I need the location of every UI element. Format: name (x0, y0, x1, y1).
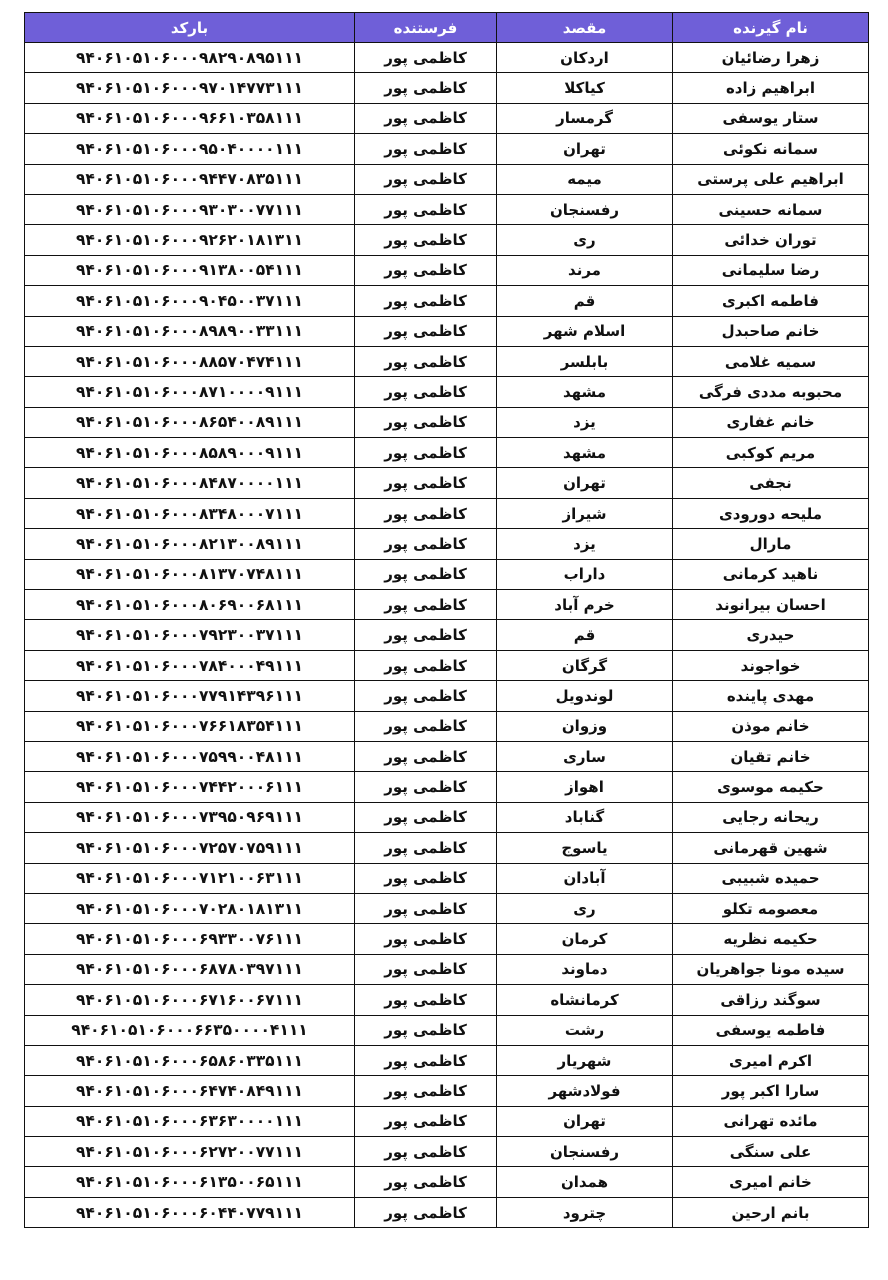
sender-cell: کاظمی پور (355, 590, 497, 620)
sender-cell: کاظمی پور (355, 1015, 497, 1045)
table-row (25, 286, 869, 316)
destination-cell: گرمسار (497, 103, 673, 133)
barcode-cell: ۹۴۰۶۱۰۵۱۰۶۰۰۰۹۲۶۲۰۱۸۱۳۱۱ (25, 225, 355, 255)
destination-cell: میمه (497, 164, 673, 194)
barcode-cell: ۹۴۰۶۱۰۵۱۰۶۰۰۰۶۵۸۶۰۳۳۵۱۱۱ (25, 1045, 355, 1075)
sender-cell: کاظمی پور (355, 1045, 497, 1075)
recipient-cell: شهین قهرمانی (673, 833, 869, 863)
sender-cell: کاظمی پور (355, 438, 497, 468)
sender-cell: کاظمی پور (355, 1197, 497, 1227)
barcode-cell: ۹۴۰۶۱۰۵۱۰۶۰۰۰۷۸۴۰۰۰۴۹۱۱۱ (25, 650, 355, 680)
recipient-cell: خانم موذن (673, 711, 869, 741)
destination-cell: تهران (497, 134, 673, 164)
sender-cell: کاظمی پور (355, 468, 497, 498)
barcode-cell: ۹۴۰۶۱۰۵۱۰۶۰۰۰۶۰۴۴۰۷۷۹۱۱۱ (25, 1197, 355, 1227)
barcode-cell: ۹۴۰۶۱۰۵۱۰۶۰۰۰۸۱۳۷۰۷۴۸۱۱۱ (25, 559, 355, 589)
barcode-cell: ۹۴۰۶۱۰۵۱۰۶۰۰۰۹۷۰۱۴۷۷۳۱۱۱ (25, 73, 355, 103)
destination-cell: ساری (497, 741, 673, 771)
recipient-cell: ملیحه دورودی (673, 498, 869, 528)
sender-cell: کاظمی پور (355, 711, 497, 741)
sender-cell: کاظمی پور (355, 377, 497, 407)
barcode-cell: ۹۴۰۶۱۰۵۱۰۶۰۰۰۶۱۳۵۰۰۶۵۱۱۱ (25, 1167, 355, 1197)
recipient-cell: بانم ارحین (673, 1197, 869, 1227)
barcode-cell: ۹۴۰۶۱۰۵۱۰۶۰۰۰۷۱۲۱۰۰۶۳۱۱۱ (25, 863, 355, 893)
destination-cell: ری (497, 225, 673, 255)
header-barcode: بارکد (25, 13, 355, 43)
table-row (25, 590, 869, 620)
recipient-cell: حکیمه نظریه (673, 924, 869, 954)
destination-cell: رفسنجان (497, 1137, 673, 1167)
destination-cell: آبادان (497, 863, 673, 893)
table-row (25, 498, 869, 528)
sender-cell: کاظمی پور (355, 316, 497, 346)
table-row (25, 407, 869, 437)
destination-cell: رفسنجان (497, 194, 673, 224)
barcode-cell: ۹۴۰۶۱۰۵۱۰۶۰۰۰۸۷۱۰۰۰۰۹۱۱۱ (25, 377, 355, 407)
barcode-cell: ۹۴۰۶۱۰۵۱۰۶۰۰۰۸۵۸۹۰۰۰۹۱۱۱ (25, 438, 355, 468)
table-row (25, 316, 869, 346)
barcode-cell: ۹۴۰۶۱۰۵۱۰۶۰۰۰۷۴۴۲۰۰۰۶۱۱۱ (25, 772, 355, 802)
recipient-cell: توران خدائی (673, 225, 869, 255)
sender-cell: کاظمی پور (355, 1076, 497, 1106)
barcode-cell: ۹۴۰۶۱۰۵۱۰۶۰۰۰۷۲۵۷۰۷۵۹۱۱۱ (25, 833, 355, 863)
table-row (25, 681, 869, 711)
sender-cell: کاظمی پور (355, 286, 497, 316)
destination-cell: قم (497, 286, 673, 316)
recipient-cell: احسان بیرانوند (673, 590, 869, 620)
table-row (25, 529, 869, 559)
destination-cell: گناباد (497, 802, 673, 832)
table-row (25, 225, 869, 255)
barcode-cell: ۹۴۰۶۱۰۵۱۰۶۰۰۰۹۸۲۹۰۸۹۵۱۱۱ (25, 43, 355, 73)
shipment-table (24, 12, 869, 1228)
destination-cell: اسلام شهر (497, 316, 673, 346)
recipient-cell: ناهید کرمانی (673, 559, 869, 589)
recipient-cell: سمانه حسینی (673, 194, 869, 224)
recipient-cell: مریم کوکبی (673, 438, 869, 468)
recipient-cell: معصومه تکلو (673, 893, 869, 923)
sender-cell: کاظمی پور (355, 741, 497, 771)
recipient-cell: خانم صاحبدل (673, 316, 869, 346)
table-row (25, 863, 869, 893)
recipient-cell: خانم تقیان (673, 741, 869, 771)
recipient-cell: محبوبه مددی فرگی (673, 377, 869, 407)
recipient-cell: مهدی پاینده (673, 681, 869, 711)
barcode-cell: ۹۴۰۶۱۰۵۱۰۶۰۰۰۸۶۵۴۰۰۸۹۱۱۱ (25, 407, 355, 437)
sender-cell: کاظمی پور (355, 985, 497, 1015)
destination-cell: داراب (497, 559, 673, 589)
barcode-cell: ۹۴۰۶۱۰۵۱۰۶۰۰۰۷۵۹۹۰۰۴۸۱۱۱ (25, 741, 355, 771)
sender-cell: کاظمی پور (355, 650, 497, 680)
barcode-cell: ۹۴۰۶۱۰۵۱۰۶۰۰۰۷۶۶۱۸۳۵۴۱۱۱ (25, 711, 355, 741)
sender-cell: کاظمی پور (355, 164, 497, 194)
sender-cell: کاظمی پور (355, 498, 497, 528)
sender-cell: کاظمی پور (355, 924, 497, 954)
barcode-cell: ۹۴۰۶۱۰۵۱۰۶۰۰۰۹۰۴۵۰۰۳۷۱۱۱ (25, 286, 355, 316)
destination-cell: مشهد (497, 377, 673, 407)
sender-cell: کاظمی پور (355, 225, 497, 255)
table-row (25, 1106, 869, 1136)
destination-cell: بابلسر (497, 346, 673, 376)
sender-cell: کاظمی پور (355, 1106, 497, 1136)
sender-cell: کاظمی پور (355, 620, 497, 650)
table-body (25, 43, 869, 1228)
table-row (25, 1137, 869, 1167)
recipient-cell: زهرا رضائیان (673, 43, 869, 73)
recipient-cell: اکرم امیری (673, 1045, 869, 1075)
recipient-cell: فاطمه اکبری (673, 286, 869, 316)
destination-cell: کرمان (497, 924, 673, 954)
table-row (25, 559, 869, 589)
recipient-cell: سارا اکبر پور (673, 1076, 869, 1106)
recipient-cell: مائده تهرانی (673, 1106, 869, 1136)
sender-cell: کاظمی پور (355, 255, 497, 285)
barcode-cell: ۹۴۰۶۱۰۵۱۰۶۰۰۰۶۴۷۴۰۸۴۹۱۱۱ (25, 1076, 355, 1106)
sender-cell: کاظمی پور (355, 1167, 497, 1197)
sender-cell: کاظمی پور (355, 833, 497, 863)
sender-cell: کاظمی پور (355, 1137, 497, 1167)
barcode-cell: ۹۴۰۶۱۰۵۱۰۶۰۰۰۷۳۹۵۰۹۶۹۱۱۱ (25, 802, 355, 832)
table-row (25, 164, 869, 194)
sender-cell: کاظمی پور (355, 346, 497, 376)
table-row (25, 103, 869, 133)
destination-cell: رشت (497, 1015, 673, 1045)
destination-cell: شیراز (497, 498, 673, 528)
barcode-cell: ۹۴۰۶۱۰۵۱۰۶۰۰۰۹۴۴۷۰۸۳۵۱۱۱ (25, 164, 355, 194)
recipient-cell: مارال (673, 529, 869, 559)
destination-cell: فولادشهر (497, 1076, 673, 1106)
sender-cell: کاظمی پور (355, 681, 497, 711)
destination-cell: مرند (497, 255, 673, 285)
barcode-cell: ۹۴۰۶۱۰۵۱۰۶۰۰۰۶۹۳۳۰۰۷۶۱۱۱ (25, 924, 355, 954)
recipient-cell: سمانه نکوئی (673, 134, 869, 164)
barcode-cell: ۹۴۰۶۱۰۵۱۰۶۰۰۰۸۳۴۸۰۰۰۷۱۱۱ (25, 498, 355, 528)
destination-cell: اردکان (497, 43, 673, 73)
header-destination: مقصد (497, 13, 673, 43)
table-row (25, 833, 869, 863)
recipient-cell: رضا سلیمانی (673, 255, 869, 285)
table-row (25, 43, 869, 73)
table-row (25, 377, 869, 407)
barcode-cell: ۹۴۰۶۱۰۵۱۰۶۰۰۰۸۲۱۳۰۰۸۹۱۱۱ (25, 529, 355, 559)
sender-cell: کاظمی پور (355, 103, 497, 133)
sender-cell: کاظمی پور (355, 43, 497, 73)
recipient-cell: ابراهیم زاده (673, 73, 869, 103)
table-row (25, 1045, 869, 1075)
barcode-cell: ۹۴۰۶۱۰۵۱۰۶۰۰۰۷۹۲۳۰۰۳۷۱۱۱ (25, 620, 355, 650)
destination-cell: قم (497, 620, 673, 650)
table-row (25, 802, 869, 832)
recipient-cell: علی سنگی (673, 1137, 869, 1167)
sender-cell: کاظمی پور (355, 954, 497, 984)
barcode-cell: ۹۴۰۶۱۰۵۱۰۶۰۰۰۶۲۷۲۰۰۷۷۱۱۱ (25, 1137, 355, 1167)
sender-cell: کاظمی پور (355, 802, 497, 832)
barcode-cell: ۹۴۰۶۱۰۵۱۰۶۰۰۰۹۳۰۳۰۰۷۷۱۱۱ (25, 194, 355, 224)
destination-cell: یاسوج (497, 833, 673, 863)
table-row (25, 893, 869, 923)
destination-cell: یزد (497, 529, 673, 559)
sender-cell: کاظمی پور (355, 559, 497, 589)
barcode-cell: ۹۴۰۶۱۰۵۱۰۶۰۰۰۹۱۳۸۰۰۵۴۱۱۱ (25, 255, 355, 285)
table-row (25, 438, 869, 468)
table-row (25, 1015, 869, 1045)
destination-cell: لوندویل (497, 681, 673, 711)
table-row (25, 954, 869, 984)
recipient-cell: ستار یوسفی (673, 103, 869, 133)
table-row (25, 711, 869, 741)
destination-cell: ری (497, 893, 673, 923)
destination-cell: مشهد (497, 438, 673, 468)
table-row (25, 194, 869, 224)
destination-cell: دماوند (497, 954, 673, 984)
barcode-cell: ۹۴۰۶۱۰۵۱۰۶۰۰۰۹۶۶۱۰۳۵۸۱۱۱ (25, 103, 355, 133)
recipient-cell: حیدری (673, 620, 869, 650)
table-row (25, 924, 869, 954)
recipient-cell: سیده مونا جواهریان (673, 954, 869, 984)
destination-cell: تهران (497, 468, 673, 498)
recipient-cell: خواجوند (673, 650, 869, 680)
recipient-cell: حکیمه موسوی (673, 772, 869, 802)
table-row (25, 985, 869, 1015)
table-header-row (25, 13, 869, 43)
barcode-cell: ۹۴۰۶۱۰۵۱۰۶۰۰۰۸۴۸۷۰۰۰۰۱۱۱ (25, 468, 355, 498)
sender-cell: کاظمی پور (355, 73, 497, 103)
barcode-cell: ۹۴۰۶۱۰۵۱۰۶۰۰۰۸۹۸۹۰۰۳۳۱۱۱ (25, 316, 355, 346)
destination-cell: اهواز (497, 772, 673, 802)
header-recipient: نام گیرنده (673, 13, 869, 43)
destination-cell: وزوان (497, 711, 673, 741)
barcode-cell: ۹۴۰۶۱۰۵۱۰۶۰۰۰۸۰۶۹۰۰۶۸۱۱۱ (25, 590, 355, 620)
barcode-cell: ۹۴۰۶۱۰۵۱۰۶۰۰۰۶۳۶۳۰۰۰۰۱۱۱ (25, 1106, 355, 1136)
sender-cell: کاظمی پور (355, 863, 497, 893)
destination-cell: همدان (497, 1167, 673, 1197)
destination-cell: کرمانشاه (497, 985, 673, 1015)
destination-cell: یزد (497, 407, 673, 437)
recipient-cell: سمیه غلامی (673, 346, 869, 376)
destination-cell: گرگان (497, 650, 673, 680)
table-row (25, 772, 869, 802)
barcode-cell: ۹۴۰۶۱۰۵۱۰۶۰۰۰۸۸۵۷۰۴۷۴۱۱۱ (25, 346, 355, 376)
table-row (25, 620, 869, 650)
table-row (25, 1167, 869, 1197)
barcode-cell: ۹۴۰۶۱۰۵۱۰۶۰۰۰۶۶۳۵۰۰۰۰۴۱۱۱ (25, 1015, 355, 1045)
destination-cell: چترود (497, 1197, 673, 1227)
sender-cell: کاظمی پور (355, 134, 497, 164)
table-row (25, 741, 869, 771)
destination-cell: خرم آباد (497, 590, 673, 620)
barcode-cell: ۹۴۰۶۱۰۵۱۰۶۰۰۰۷۷۹۱۴۳۹۶۱۱۱ (25, 681, 355, 711)
recipient-cell: ریحانه رجایی (673, 802, 869, 832)
recipient-cell: سوگند رزاقی (673, 985, 869, 1015)
destination-cell: شهریار (497, 1045, 673, 1075)
barcode-cell: ۹۴۰۶۱۰۵۱۰۶۰۰۰۷۰۲۸۰۱۸۱۳۱۱ (25, 893, 355, 923)
recipient-cell: خانم امیری (673, 1167, 869, 1197)
table-row (25, 255, 869, 285)
header-sender: فرستنده (355, 13, 497, 43)
table-row (25, 650, 869, 680)
destination-cell: کیاکلا (497, 73, 673, 103)
table-row (25, 73, 869, 103)
table-row (25, 1197, 869, 1227)
recipient-cell: حمیده شبیبی (673, 863, 869, 893)
table-row (25, 134, 869, 164)
table-row (25, 468, 869, 498)
destination-cell: تهران (497, 1106, 673, 1136)
barcode-cell: ۹۴۰۶۱۰۵۱۰۶۰۰۰۶۸۷۸۰۳۹۷۱۱۱ (25, 954, 355, 984)
recipient-cell: نجفی (673, 468, 869, 498)
table-row (25, 1076, 869, 1106)
sender-cell: کاظمی پور (355, 893, 497, 923)
table-row (25, 346, 869, 376)
recipient-cell: ابراهیم علی پرستی (673, 164, 869, 194)
sender-cell: کاظمی پور (355, 772, 497, 802)
barcode-cell: ۹۴۰۶۱۰۵۱۰۶۰۰۰۶۷۱۶۰۰۶۷۱۱۱ (25, 985, 355, 1015)
sender-cell: کاظمی پور (355, 407, 497, 437)
sender-cell: کاظمی پور (355, 194, 497, 224)
recipient-cell: خانم غفاری (673, 407, 869, 437)
sender-cell: کاظمی پور (355, 529, 497, 559)
barcode-cell: ۹۴۰۶۱۰۵۱۰۶۰۰۰۹۵۰۴۰۰۰۰۱۱۱ (25, 134, 355, 164)
recipient-cell: فاطمه یوسفی (673, 1015, 869, 1045)
